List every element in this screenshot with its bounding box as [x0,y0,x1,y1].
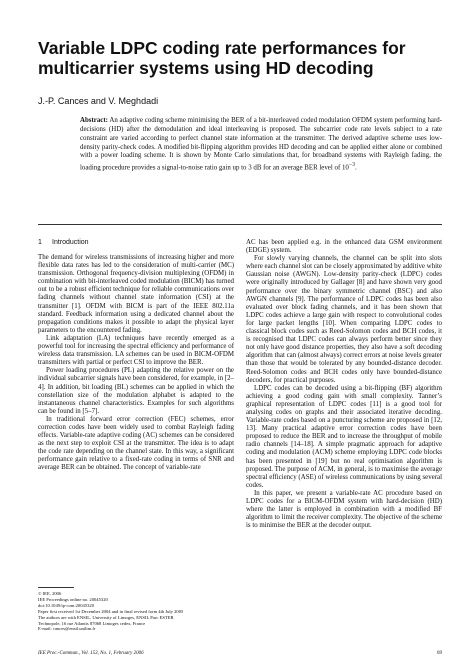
left-paragraph-2: Link adaptation (LA) techniques have recently emerged as a powerful tool for increasing the spectral efficiency and performance of wireless data transmission. LA schemes can be used in BICM-OFDM transmitters with partial or perfect CSI to improve the BER. [38,334,234,367]
section-title: Introduction [52,239,89,246]
page-number: 69 [437,651,442,656]
right-paragraph-4: In this paper, we present a variable-rate AC procedure based on LDPC codes for a BICM-OFDM system with hard-decision (HD) where the latter is employed in combination with a modified BF algorithm to limit the receiver complexity. The objective of the scheme is to minimise the BER at the decoder output. [246,489,442,530]
section-number: 1 [38,239,42,246]
right-paragraph-2: For slowly varying channels, the channel can be split into slots where each channel slot can be closely approximated by additive white Gaussian noise (AWGN). Low-density parity-check (LDPC) codes were originally introduced by Gallager [8] and have shown very good performance over the binary symmetric channel (BSC) and also AWGN channels [9]. The performance of LDPC codes has been also evaluated over block fading channels, and it has been shown that LDPC codes achieve a large gain with respect to convolutional codes for large packet lengths [10]. When comparing LDPC codes to classical block codes such as Reed-Solomon codes and BCH codes, it is recognised that LDPC codes can always perform better since they not only have good distance properties, they also have a soft decoding algorithm that can (almost always) correct errors at noise levels greater than those that would be tolerated by any bounded-distance decoder. Reed-Solomon codes and BCH codes only have bounded-distance decoders, for practical purposes. [246,255,442,384]
section-heading [38,239,234,248]
right-paragraph-1: AC has been applied e.g. in the enhanced data GSM environment (EDGE) system. [246,239,442,255]
footnote-divider [38,587,74,588]
abstract-divider [38,224,442,225]
copyright-note: © IEE, 2006 [38,591,62,596]
abstract-end: . [354,164,357,172]
page-footer [38,651,442,656]
left-paragraph-1: The demand for wireless transmissions of increasing higher and more flexible data rates has led to the consideration of multi-carrier (MC) transmission. Orthogonal frequency-division multiplexing (OFDM) in combination with bit-interleaved coded modulation (BICM) has turned out to be a robust efficient technique for reliable communications over fading channels without channel state information (CSI) at the transmitter [1]. OFDM with BICM is part of the IEEE 802.11a standard. Feedback information using a dedicated channel about the propagation conditions makes it possible to adapt the physical layer parameters to the encountered fading. [38,254,234,334]
left-column [38,239,234,473]
left-paragraph-3: Power loading procedures (PL) adapting the relative power on the individual subcarrier signals have been considered, for example, in [2–4]. In addition, bit loading (BL) schemes can be applied in which the constellation size of the modulation alphabet is adapted to the instantaneous channel characteristics. Examples for such algorithms can be found in [5–7]. [38,367,234,415]
right-column [246,239,442,530]
doi-note: doi:10.1049/ip-com:20045320 [38,602,95,608]
journal-citation: IEE Proc.-Commun., Vol. 153, No. 1, February 2006 [38,651,144,656]
paper-authors: J.-P. Cances and V. Meghdadi [38,96,159,106]
abstract [80,117,442,173]
email-note: E-mail: cances@ensil.unilim.fr [38,626,96,632]
paper-title: Variable LDPC coding rate performances for multicarrier systems using HD decoding [38,38,406,78]
received-note: Paper first received 1st December 2004 and in final revised form 4th July 2005 [38,608,184,614]
left-paragraph-4: In traditional forward error correction (FEC) schemes, error correction codes have been widely used to combat Rayleigh fading effects. Variable-rate adaptive coding (AC) schemes can be considered as the next step to exploit CSI at the transmitter. The idea is to adapt the code rate depending on the channel state. In this way, a significant performance gain relative to a fixed-rate coding in terms of SNR and average BER can be obtained. The concept of variable-rate [38,415,234,472]
online-number-note: IEE Proceedings online no. 20045320 [38,596,108,602]
right-paragraph-3: LDPC codes can be decoded using a bit-flipping (BF) algorithm achieving a good coding gain with small complexity. Tanner’s graphical representation of LDPC codes [11] is a good tool for analysing codes on graphs and their associated iterative decoding. Variable-rate codes based on a puncturing scheme are proposed in [12, 13]. Many practical adaptive error correction codes have been proposed to reduce the BER and to increase the throughput of mobile radio channels [14–18]. A simple pragmatic approach for adaptive coding and modulation (ACM) scheme employing LDPC code blocks has been presented in [19] but no real optimisation algorithm is proposed. The purpose of ACM, in general, is to maximise the average spectral efficiency (ASE) of wireless communications by using several codes. [246,384,442,489]
affiliation-note-1: The authors are with ENSIL, University of Limoges, ENSIL Parc ESTER [38,614,174,620]
abstract-label: Abstract: [80,117,108,124]
footnotes [38,591,234,632]
abstract-exponent: −3 [348,162,355,169]
affiliation-note-2: Technopole, 16 rue Atlantis 87068 Limoges cedex, France [38,620,146,626]
abstract-text: An adaptive coding scheme minimising the BER of a bit-interleaved coded modulation OFDM system performing hard-decisions (HD) after the demodulation and ideal interleaving is proposed. The subcarrier code rate levels subject to a rate constraint are varied according to perfect channel state information at the transmitter. The derived adaptive scheme uses low-density parity-check codes. A modified bit-flipping algorithm provides HD decoding and can be applied either alone or combined with a power loading scheme. It is shown by Monte Carlo simulations that, for broadband systems with Rayleigh fading, the loading procedure provides a signal-to-noise ratio gain up to 3 dB for an average BER level of 10 [80,117,442,172]
